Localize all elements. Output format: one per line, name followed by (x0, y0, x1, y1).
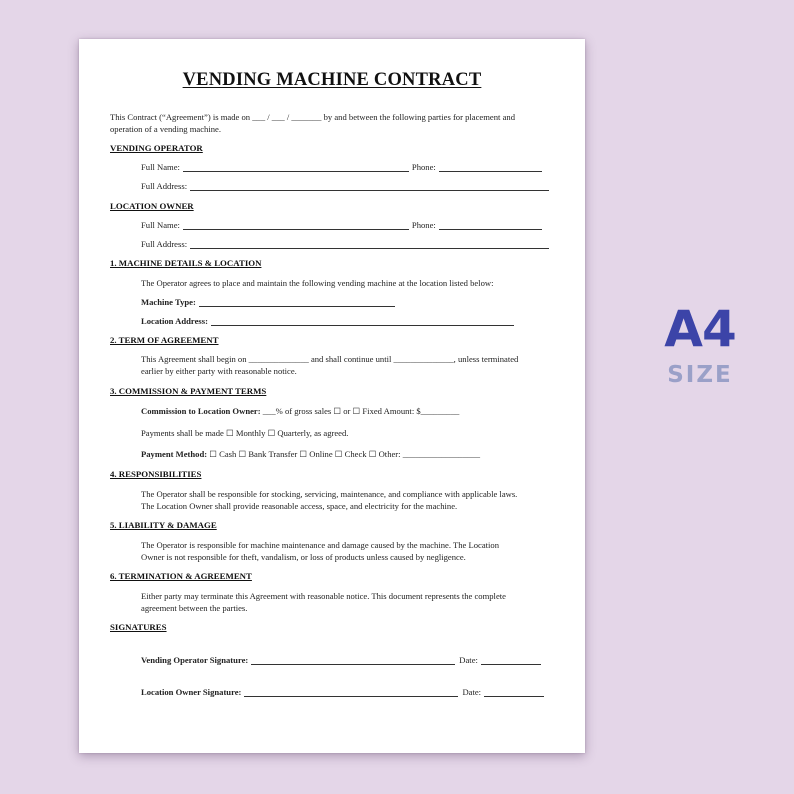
section-4-line-1: The Operator shall be responsible for stocking, servicing, maintenance, and compliance with applicable laws. (141, 489, 518, 499)
owner-full-name-label: Full Name: (141, 220, 180, 230)
size-badge-label: SIZE (667, 362, 733, 388)
owner-signature-row (141, 687, 544, 697)
section-1-heading: 1. MACHINE DETAILS & LOCATION (110, 258, 262, 268)
operator-full-name-field[interactable] (183, 162, 409, 172)
commission-row (141, 405, 459, 417)
section-5-line-1: The Operator is responsible for machine maintenance and damage caused by the machine. The Location (141, 540, 500, 550)
section-5-heading: 5. LIABILITY & DAMAGE (110, 520, 217, 530)
location-address-field[interactable] (211, 316, 514, 326)
section-5-line-2: Owner is not responsible for theft, vandalism, or loss of products unless caused by negligence. (141, 552, 466, 562)
section-2-paragraph (141, 353, 561, 377)
owner-signature-field[interactable] (244, 687, 458, 697)
operator-phone-label: Phone: (411, 162, 436, 172)
operator-date-field[interactable] (481, 655, 541, 665)
contract-page (79, 39, 585, 753)
section-4-paragraph (141, 488, 517, 512)
operator-full-address-field[interactable] (190, 181, 549, 191)
section-6-paragraph (141, 590, 506, 614)
section-2-heading: 2. TERM OF AGREEMENT (110, 335, 219, 345)
owner-name-row (141, 220, 542, 230)
payment-method-options[interactable]: ☐ Cash ☐ Bank Transfer ☐ Online ☐ Check ☐ Other: __________________ (207, 449, 481, 459)
intro-line-2: operation of a vending machine. (110, 124, 221, 134)
section-6-line-2: agreement between the parties. (141, 603, 248, 613)
owner-address-row (141, 239, 549, 249)
operator-name-row (141, 162, 542, 172)
section-3-heading: 3. COMMISSION & PAYMENT TERMS (110, 386, 267, 396)
owner-signature-label: Location Owner Signature: (141, 687, 242, 697)
machine-type-row (141, 297, 395, 307)
operator-date-label: Date: (459, 655, 478, 665)
document-title: VENDING MACHINE CONTRACT (182, 70, 482, 90)
signatures-heading: SIGNATURES (110, 622, 167, 632)
section-6-heading: 6. TERMINATION & AGREEMENT (110, 571, 252, 581)
payments-schedule-text[interactable]: Payments shall be made ☐ Monthly ☐ Quarterly, as agreed. (141, 428, 349, 438)
operator-full-address-label: Full Address: (141, 181, 188, 191)
section-2-line-2: earlier by either party with reasonable notice. (141, 366, 297, 376)
section-4-heading: 4. RESPONSIBILITIES (110, 469, 202, 479)
owner-phone-field[interactable] (439, 220, 542, 230)
owner-full-address-label: Full Address: (141, 239, 188, 249)
size-badge-a4: A4 (664, 300, 736, 358)
operator-heading: VENDING OPERATOR (110, 143, 203, 153)
section-6-line-1: Either party may terminate this Agreement with reasonable notice. This document represents the complete (141, 591, 506, 601)
location-address-row (141, 316, 514, 326)
intro-paragraph (110, 111, 560, 135)
owner-heading: LOCATION OWNER (110, 201, 194, 211)
intro-line-1: This Contract (“Agreement”) is made on ___ / ___ / _______ by and between the following parties for placement and (110, 112, 515, 122)
payment-method-label: Payment Method: (141, 449, 208, 459)
location-address-label: Location Address: (141, 316, 208, 326)
section-1-text: The Operator agrees to place and maintain the following vending machine at the location listed below: (141, 278, 494, 288)
section-5-paragraph (141, 539, 499, 563)
payment-method-row (141, 448, 480, 460)
owner-full-name-field[interactable] (183, 220, 409, 230)
owner-date-field[interactable] (484, 687, 544, 697)
owner-phone-label: Phone: (411, 220, 436, 230)
operator-signature-field[interactable] (251, 655, 455, 665)
operator-phone-field[interactable] (439, 162, 542, 172)
operator-signature-label: Vending Operator Signature: (141, 655, 249, 665)
operator-full-name-label: Full Name: (141, 162, 180, 172)
machine-type-field[interactable] (199, 297, 395, 307)
operator-address-row (141, 181, 549, 191)
machine-type-label: Machine Type: (141, 297, 196, 307)
section-2-line-1: This Agreement shall begin on ______________ and shall continue until ______________, unless terminated (141, 354, 519, 364)
commission-label: Commission to Location Owner: (141, 406, 261, 416)
section-4-line-2: The Location Owner shall provide reasonable access, space, and electricity for the machine. (141, 501, 458, 511)
commission-text[interactable]: ___% of gross sales ☐ or ☐ Fixed Amount: $_________ (260, 406, 460, 416)
owner-date-label: Date: (462, 687, 482, 697)
owner-full-address-field[interactable] (190, 239, 549, 249)
operator-signature-row (141, 655, 541, 665)
